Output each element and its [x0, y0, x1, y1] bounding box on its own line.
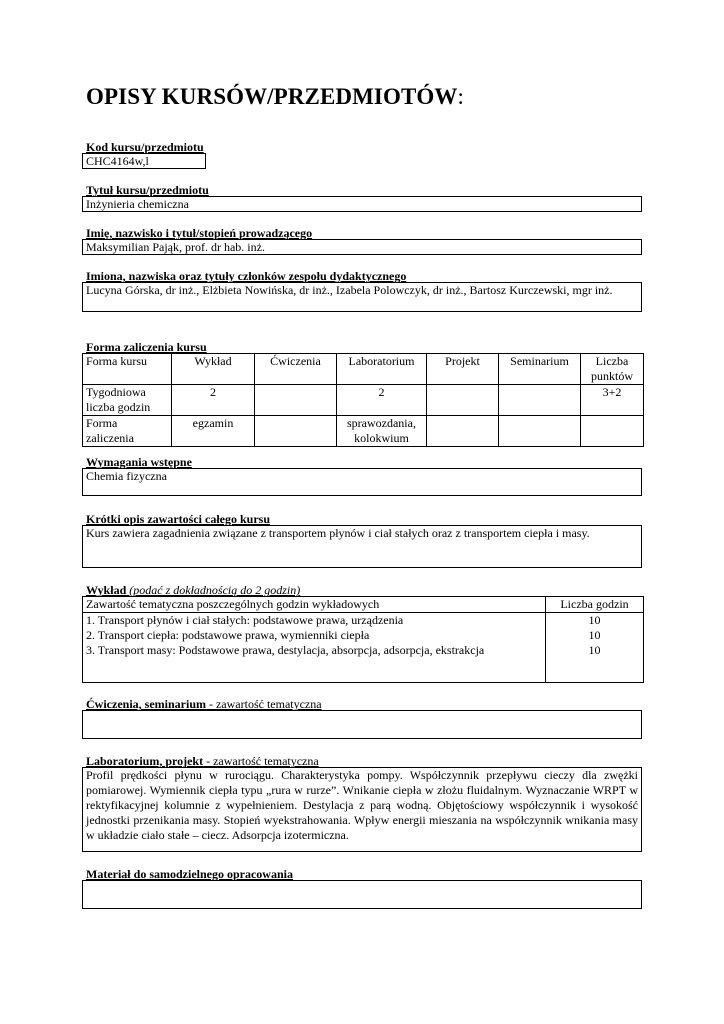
summary-field: Kurs zawiera zagadnienia związane z transportem płynów i ciał stałych oraz z transportem ciepła i masy.: [82, 525, 642, 568]
lecturer-label: Imię, nazwisko i tytuł/stopień prowadzącego: [86, 226, 313, 240]
table-row: [83, 385, 644, 416]
course-title-field: Inżynieria chemiczna: [82, 196, 642, 212]
table-header-cell: Liczba punktów: [581, 354, 644, 385]
table-header-row: [83, 354, 644, 385]
table-cell: 2: [172, 385, 255, 416]
table-header-cell: Ćwiczenia: [255, 354, 337, 385]
table-cell: [427, 385, 499, 416]
course-code-field: CHC4164w,l: [82, 153, 206, 169]
list-item: 2. Transport ciepła: podstawowe prawa, wymienniki ciepła: [86, 628, 370, 642]
list-item: 10: [588, 643, 601, 657]
prerequisites-label: Wymagania wstępne: [86, 455, 192, 469]
summary-label: Krótki opis zawartości całego kursu: [86, 512, 270, 526]
table-row: [83, 613, 644, 683]
list-item: 3. Transport masy: Podstawowe prawa, destylacja, absorpcja, adsorpcja, ekstrakcja: [86, 643, 485, 657]
table-cell: [499, 385, 581, 416]
form-table: [82, 353, 644, 447]
lab-label: Laboratorium, projekt - zawartość tematyczna: [86, 754, 319, 768]
course-title-label: Tytuł kursu/przedmiotu: [86, 183, 209, 197]
table-cell: Tygodniowa liczba godzin: [83, 385, 172, 416]
table-header-row: [83, 597, 644, 613]
table-cell: sprawozdania, kolokwium: [337, 416, 427, 447]
table-header-cell: Zawartość tematyczna poszczególnych godzin wykładowych: [83, 597, 546, 613]
list-item: 10: [588, 613, 601, 627]
lecturer-field: Maksymilian Pająk, prof. dr hab. inż.: [82, 239, 642, 255]
page-title: OPISY KURSÓW/PRZEDMIOTÓW:: [86, 84, 465, 109]
table-cell: [427, 416, 499, 447]
table-header-cell: Laboratorium: [337, 354, 427, 385]
table-cell: Forma zaliczenia: [83, 416, 172, 447]
lecture-topics-cell: [83, 613, 546, 683]
team-field: Lucyna Górska, dr inż., Elżbieta Nowińska, dr inż., Izabela Polowczyk, dr inż., Bartosz Kurczewski, mgr inż.: [82, 282, 642, 312]
table-cell: 2: [337, 385, 427, 416]
self-study-field: [82, 880, 642, 909]
form-label: Forma zaliczenia kursu: [86, 340, 207, 354]
table-header-cell: Wykład: [172, 354, 255, 385]
lecture-label: Wykład (podać z dokładnością do 2 godzin): [86, 583, 301, 597]
table-header-cell: Forma kursu: [83, 354, 172, 385]
lecture-hours-cell: [546, 613, 644, 683]
table-header-cell: Projekt: [427, 354, 499, 385]
table-cell: 3+2: [581, 385, 644, 416]
table-cell: [255, 385, 337, 416]
table-cell: egzamin: [172, 416, 255, 447]
lab-field: Profil prędkości płynu w rurociągu. Charakterystyka pompy. Współczynnik przepływu cieczy dla zwężki pomiarowej. Wymiennik ciepła typu „rura w rurze”. Wnikanie ciepła w złożu fluidalnym. Wyznaczanie WRPT w rektyfikacyjnej kolumnie z wypełnieniem. Destylacja z parą wodną. Objętościowy współczynnik i wysokość jednostki przenikania masy. Stopień wyekstrahowania. Wpływ energii mieszania na współczynnik wnikania masy w układzie ciało stałe – ciecz. Adsorpcja izotermiczna.: [82, 767, 642, 852]
team-label: Imiona, nazwiska oraz tytuły członków zespołu dydaktycznego: [86, 269, 407, 283]
table-cell: [255, 416, 337, 447]
exercises-field: [82, 710, 642, 739]
table-row: [83, 416, 644, 447]
table-header-cell: Liczba godzin: [546, 597, 644, 613]
self-study-label: Materiał do samodzielnego opracowania: [86, 867, 293, 881]
table-cell: [581, 416, 644, 447]
course-code-label: Kod kursu/przedmiotu: [86, 140, 204, 154]
lecture-label-note: (podać z dokładnością do 2 godzin): [129, 583, 301, 597]
exercises-label: Ćwiczenia, seminarium - zawartość tematyczna: [86, 697, 322, 711]
table-cell: [499, 416, 581, 447]
list-item: 1. Transport płynów i ciał stałych: podstawowe prawa, urządzenia: [86, 613, 404, 627]
lecture-table: [82, 596, 644, 683]
prerequisites-field: Chemia fizyczna: [82, 468, 642, 496]
table-header-cell: Seminarium: [499, 354, 581, 385]
list-item: 10: [588, 628, 601, 642]
